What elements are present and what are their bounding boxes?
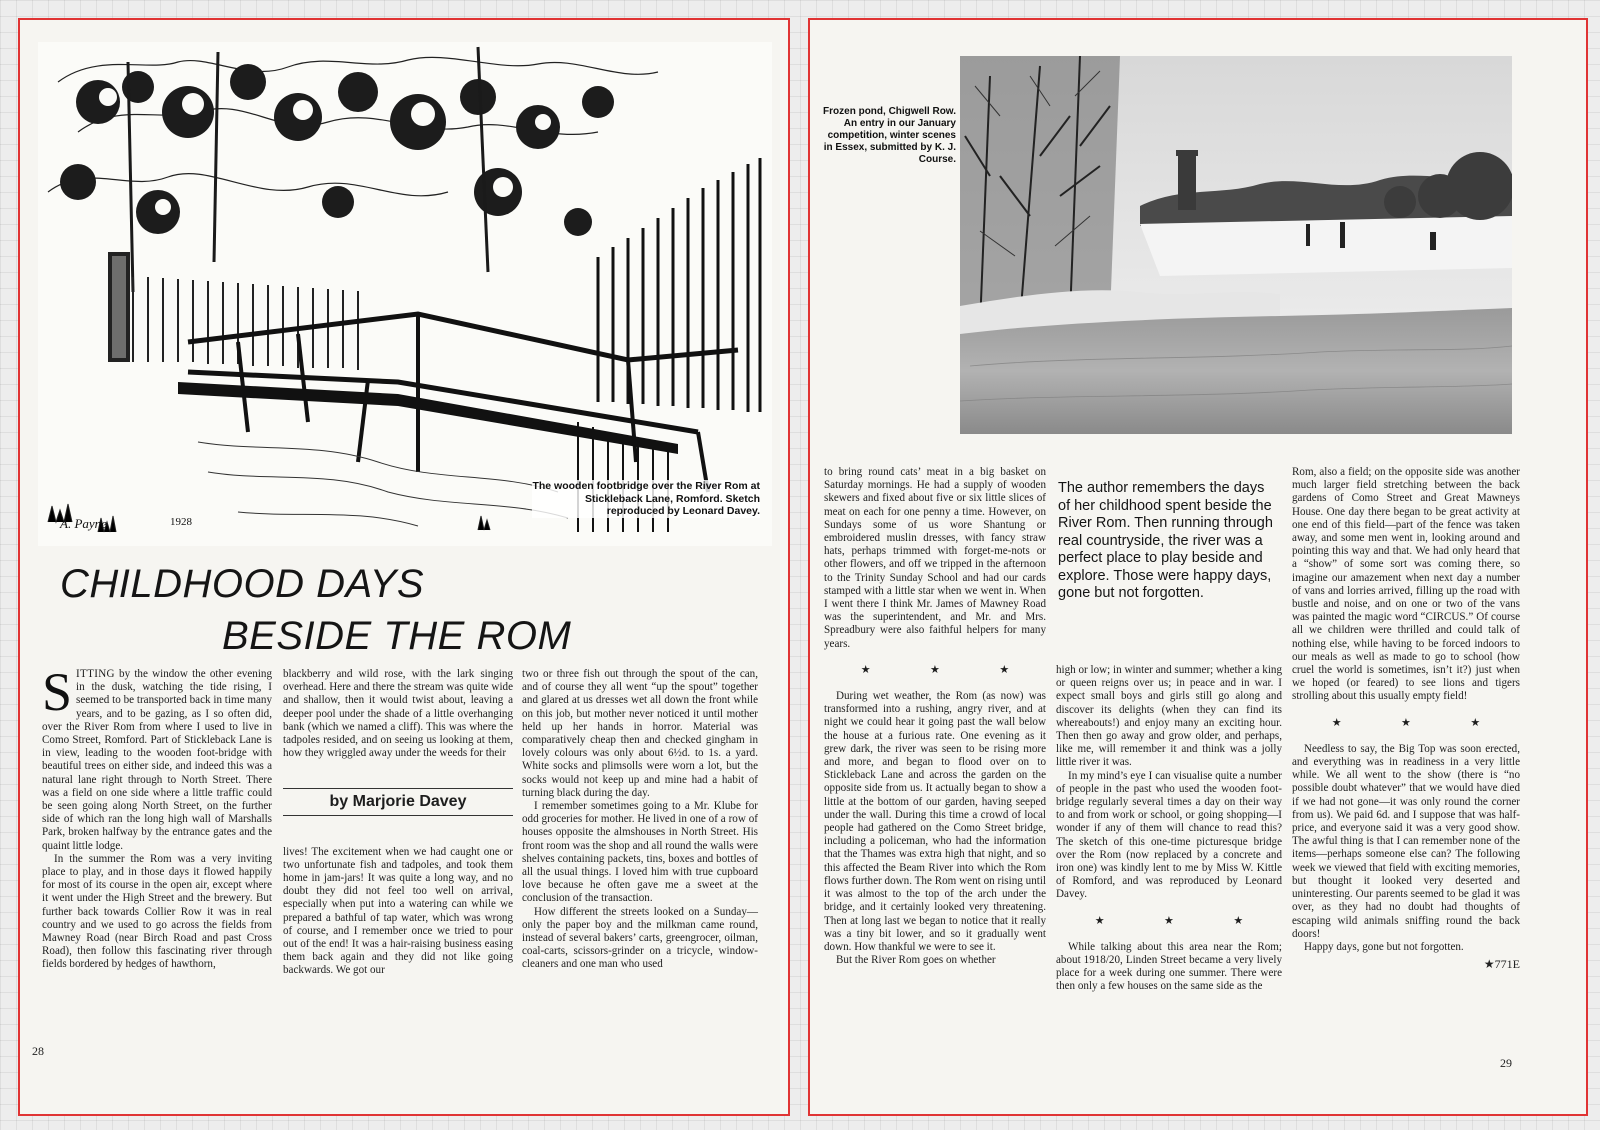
artist-signature: A. Payne [60, 516, 107, 531]
right-column-1 [824, 466, 1046, 967]
right-column-3 [1292, 466, 1520, 971]
left-page [18, 18, 790, 1116]
frozen-pond-photo [960, 56, 1512, 434]
footbridge-sketch [38, 42, 772, 546]
left-column-1 [42, 662, 272, 972]
right-page [808, 18, 1588, 1116]
paragraph: Happy days, gone but not forgotten. [1304, 940, 1464, 953]
paragraph: to bring round cats’ meat in a big basket on Saturday mornings. He had a supply of wooden skewers and fixed about five or six little slices of meat on each for one penny a time. However, on Sundays some of us wore Shantung or embroidered muslin dresses, with fancy straw hats, perhaps trimmed with forget-me-nots or other flowers, and off we tripped in the afternoon to the Trinity Sunday School and had our cards stamped with a little star when we went in. When I went there I think Mr. James of Mawney Road was the superintendent, and Mr. and Mrs. Spreadbury were also faithful helpers for many years. [824, 466, 1046, 650]
paragraph: Rom, also a field; on the opposite side was another much larger field stretching between the back gardens of Como Street and Great Mawneys House. One day there began to be great activity at one end of this field—part of the fence was taken away, and some men went in, looking around and pointing this way and that. We had only heard that a “show” of some sort was coming there, so imagine our amazement when next day a number of vans and lorries arrived, filling up the road with bustle and noise, and on one or two of the vans was painted the magic word “CIRCUS.” Of course all we children were thrilled and could talk of nothing else, while having to be forced indoors to our meals as well as made to go to school (how cruel the world is sometimes, isn’t it?) just when we hoped (or feared) to see lions and tigers strolling about this usually empty field! [1292, 466, 1520, 703]
left-column-2 [283, 668, 513, 978]
photo-caption: Frozen pond, Chigwell Row. An entry in our January competition, winter scenes in Essex, submitted by K. J. Course. [823, 106, 956, 165]
intro-text: by the window the other evening in the dusk, watching the tide rising, I seemed to be transported back in time many years, and to be gazing, as I so often did, over the River Rom from where I used to live in Como Street, Romford. Part of Stickleback Lane is in view, leading to the wooden foot-bridge with beautiful trees on either side, and indeed this was a natural lane right through to North Street. There was a field on one side where a little traffic could be seen going along North Street, on the further side of which ran the long high wall of Marshalls Park, broken halfway by the entrance gates and the quaint little lodge. [42, 668, 272, 852]
paragraph: Needless to say, the Big Top was soon erected, and everything was in readiness in a very little while. We all went to the show (there is “no possible doubt whatever” that we would have died if we had not gone—it was only round the corner from us). We paid 6d. and I suppose that was half-price, and everyone said it was a very good show. The awful thing is that I can remember none of the items—perhaps someone else can? The following week we viewed that field with exciting memories, but thought it looked very deserted and uninteresting. Our parents seemed to be glad it was over, as they had no doubt had thoughts of escaping wild animals sniffing round the back doors! [1292, 742, 1520, 940]
left-column-3 [522, 668, 758, 972]
paragraph: lives! The excitement when we had caught one or two unfortunate fish and tadpoles, and took them home in jam-jars! It was quite a long way, and no doubt they did not feel too well on arrival, especially when put into a watering can while we prepared a bathful of tap water, which was wrong of course, and I remember once we tried to pour out of the end! It was a hair-raising business easing them back again and they did not like going backwards. We got our [283, 845, 513, 977]
paragraph: During wet weather, the Rom (as now) was transformed into a rushing, angry river, and at night we could hear it going past the wall below the house at a furious rate. One evening as it grew dark, the river was seen to be rising more and more, and began to flood over on to Stickleback Lane and across the garden on the opposite side from us. It actually began to show a little at the bottom of our garden, having seeped under the wall. During this time a crowd of local people had gathered on the Como Street bridge, including a policeman, who had the information that the Thames was extra high that night, and so this affected the Beam River into which the Rom flows further down. The Rom went on rising until it was almost to the top of the arch under the bridge, and it certainly looked very threatening. Then at long last we began to notice that it really was a tiny bit lower, and so it gradually went down. How thankful we were to see it. [824, 690, 1046, 953]
paragraph: But the River Rom goes on whether [836, 954, 996, 967]
paragraph: In the summer the Rom was a very inviting place to play, and in those days it flowed happily for most of its course in the open air, except where it went under the High Street and the brewery. But further back towards Collier Row it was in real country and we used to go across the fields from Mawney Road (near Birch Road and past Cross Road), then follow this fascinating river through fields bordered by hedges of hawthorn, [42, 852, 272, 971]
standfirst: The author remembers the days of her childhood spent beside the River Rom. Then running through real countryside, the river was a perfect place to play beside and explore. Those were happy days, gone but not forgotten. [1058, 480, 1273, 601]
section-divider-stars: ★ ★ ★ [1094, 913, 1272, 927]
paragraph: In my mind’s eye I can visualise quite a number of people in the past who used the wooden foot-bridge regularly several times a day on their way to and from work or school, or going shopping—I wonder if any of them will chance to read this? The sketch of this one-time picturesque bridge over the Rom (now replaced by a concrete and iron one) was kindly lent to me by Miss W. Kittle of Romford, and was reproduced by Leonard Davey. [1056, 769, 1282, 901]
headline-line-2: BESIDE THE ROM [222, 614, 572, 658]
paragraph: blackberry and wild rose, with the lark singing overhead. Here and there the stream was quite wide and shallow, then it would twist about, leaving a deeper pool under the shade of a little overhanging bank (which we named a cliff). This was where the tadpoles resided, and on seeing us looking at them, how they wriggled away under the weeds for their [283, 668, 513, 760]
section-divider-stars: ★ ★ ★ [1331, 715, 1509, 729]
page-number: 29 [1500, 1056, 1512, 1070]
lead-caps: ITTING [76, 668, 115, 680]
paragraph: While talking about this area near the Rom; about 1918/20, Linden Street became a very lively place for a week during one summer. There were then only a few houses on the same side as the [1056, 940, 1282, 993]
paragraph: high or low; in winter and summer; whether a king or queen reigns over us; in peace and in war. I expect small boys and girls still go along and discover its delights (when they can find its whereabouts!) and enjoy many an exciting hour. Then then go away and grow older, and perhaps, like me, will remember it and think was a jolly little river it was. [1056, 664, 1282, 769]
intro-paragraph [42, 662, 272, 853]
sketch-caption: The wooden footbridge over the River Rom at Stickleback Lane, Romford. Sketch reproduced by Leonard Davey. [532, 480, 760, 517]
sketch-year: 1928 [170, 516, 192, 528]
right-column-2 [1056, 664, 1282, 994]
drop-cap: S [42, 662, 73, 722]
paragraph: two or three fish out through the spout of the can, and of course they all went “up the spout” together and glared at us dresses wet all down the front while on this job, but mother never noticed it until mother held up her hands in horror. Material was comparatively cheap then and checked gingham in lovely colours was only about 6½d. to 1s. a yard. White socks and plimsolls were worn a lot, but the socks would not keep up and mine had a habit of turning black during the day. [522, 668, 758, 799]
byline: by Marjorie Davey [283, 788, 513, 815]
reference-code: ★771E [1483, 957, 1520, 972]
page-number: 28 [32, 1044, 44, 1058]
section-divider-stars: ★ ★ ★ [860, 662, 1038, 676]
headline-line-1: CHILDHOOD DAYS [60, 562, 425, 606]
paragraph: How different the streets looked on a Sunday—only the paper boy and the milkman came round, instead of several bakers’ carts, greengrocer, oilman, coal-carts, scissors-grinder on a tricycle, window-cleaners and one man who used [522, 905, 758, 971]
paragraph: I remember sometimes going to a Mr. Klube for odd groceries for mother. He lived in one of a row of houses opposite the almshouses in North Street. His front room was the shop and all round the walls were shelves containing packets, tins, boxes and bottles of all the usual things. I loved him with true cupboard love because he often gave me a sweet at the conclusion of the transaction. [522, 800, 758, 905]
